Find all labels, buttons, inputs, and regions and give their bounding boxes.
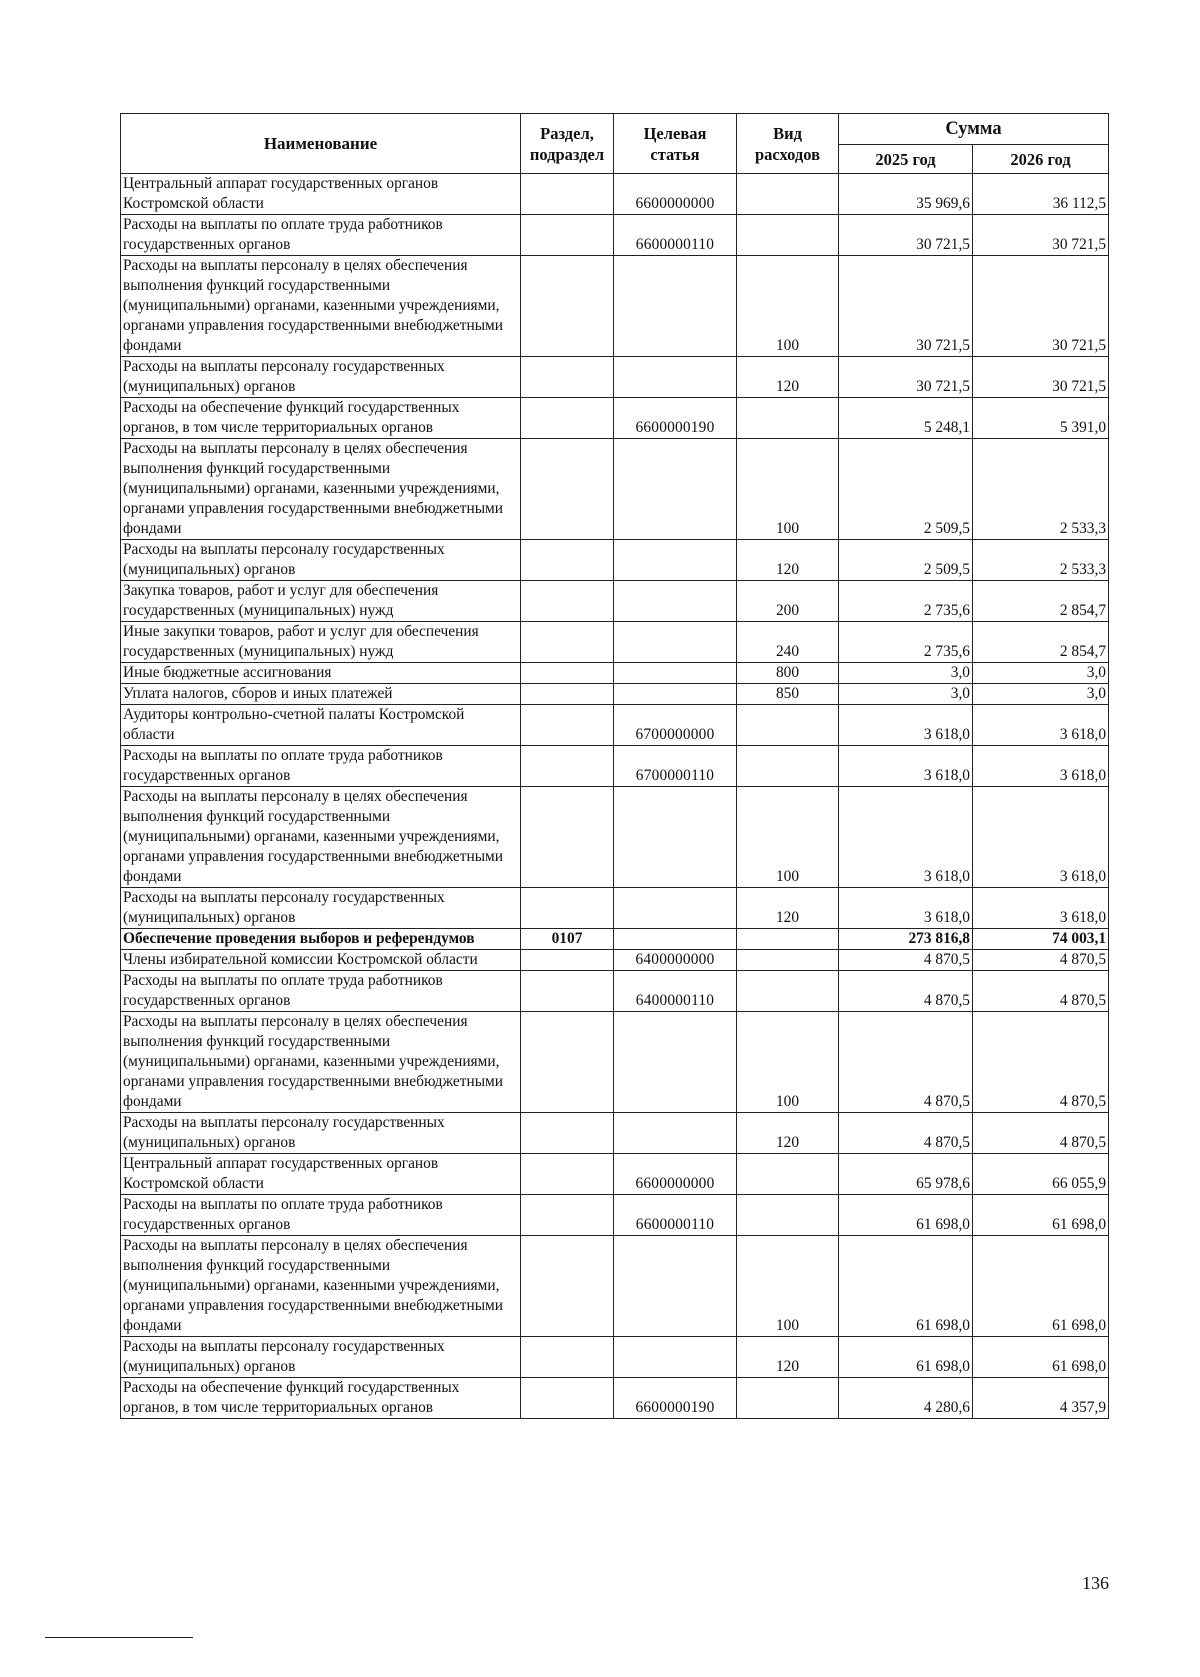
row-section-cell bbox=[521, 398, 614, 439]
budget-table bbox=[120, 113, 1109, 1419]
row-name-cell: Закупка товаров, работ и услуг для обеспечения государственных (муниципальных) нужд bbox=[121, 581, 521, 622]
table-row bbox=[121, 929, 1109, 950]
row-target-cell bbox=[614, 357, 737, 398]
row-2026-cell: 30 721,5 bbox=[973, 215, 1109, 256]
table-row bbox=[121, 1012, 1109, 1113]
row-target-cell bbox=[614, 540, 737, 581]
row-2025-cell: 3 618,0 bbox=[839, 746, 973, 787]
header-sum: Сумма bbox=[839, 114, 1109, 145]
row-target-cell: 6400000110 bbox=[614, 971, 737, 1012]
table-row bbox=[121, 1154, 1109, 1195]
row-2026-cell: 3 618,0 bbox=[973, 746, 1109, 787]
row-name-cell: Члены избирательной комиссии Костромской области bbox=[121, 950, 521, 971]
row-target-cell: 6600000110 bbox=[614, 215, 737, 256]
row-kind-cell bbox=[737, 705, 839, 746]
table-row bbox=[121, 357, 1109, 398]
table-row bbox=[121, 1337, 1109, 1378]
table-row bbox=[121, 1195, 1109, 1236]
row-2026-cell: 36 112,5 bbox=[973, 174, 1109, 215]
row-target-cell: 6600000190 bbox=[614, 398, 737, 439]
table-row bbox=[121, 684, 1109, 705]
row-section-cell bbox=[521, 950, 614, 971]
row-2026-cell: 2 854,7 bbox=[973, 622, 1109, 663]
row-section-cell bbox=[521, 1236, 614, 1337]
row-section-cell bbox=[521, 787, 614, 888]
row-name-cell: Расходы на выплаты персоналу государственных (муниципальных) органов bbox=[121, 1113, 521, 1154]
row-name-cell: Расходы на выплаты персоналу в целях обеспечения выполнения функций государственными (муниципальными) органами, казенными учреждениями, органами управления государственными внебюджетными фондами bbox=[121, 787, 521, 888]
row-2025-cell: 5 248,1 bbox=[839, 398, 973, 439]
row-target-cell bbox=[614, 1236, 737, 1337]
header-kind bbox=[737, 114, 839, 174]
table-row bbox=[121, 787, 1109, 888]
row-target-cell bbox=[614, 439, 737, 540]
row-name-cell: Обеспечение проведения выборов и референдумов bbox=[121, 929, 521, 950]
row-target-cell bbox=[614, 622, 737, 663]
row-name-cell: Расходы на выплаты персоналу государственных (муниципальных) органов bbox=[121, 1337, 521, 1378]
row-kind-cell bbox=[737, 1378, 839, 1419]
row-kind-cell bbox=[737, 929, 839, 950]
row-name-cell: Расходы на выплаты по оплате труда работников государственных органов bbox=[121, 746, 521, 787]
row-2025-cell: 4 870,5 bbox=[839, 1113, 973, 1154]
row-2026-cell: 61 698,0 bbox=[973, 1195, 1109, 1236]
row-name-cell: Центральный аппарат государственных органов Костромской области bbox=[121, 174, 521, 215]
row-2025-cell: 4 870,5 bbox=[839, 971, 973, 1012]
row-kind-cell: 120 bbox=[737, 1337, 839, 1378]
row-kind-cell bbox=[737, 1195, 839, 1236]
row-2025-cell: 65 978,6 bbox=[839, 1154, 973, 1195]
row-target-cell bbox=[614, 787, 737, 888]
row-2026-cell: 4 870,5 bbox=[973, 1113, 1109, 1154]
row-2025-cell: 2 735,6 bbox=[839, 581, 973, 622]
table-row bbox=[121, 215, 1109, 256]
row-2026-cell: 2 854,7 bbox=[973, 581, 1109, 622]
row-name-cell: Уплата налогов, сборов и иных платежей bbox=[121, 684, 521, 705]
table-row bbox=[121, 174, 1109, 215]
row-name-cell: Расходы на обеспечение функций государственных органов, в том числе территориальных органов bbox=[121, 1378, 521, 1419]
row-name-cell: Расходы на выплаты персоналу государственных (муниципальных) органов bbox=[121, 357, 521, 398]
header-section-line2: подраздел bbox=[529, 144, 605, 164]
header-kind-line1: Вид bbox=[773, 123, 802, 143]
row-2026-cell: 3,0 bbox=[973, 663, 1109, 684]
row-section-cell bbox=[521, 540, 614, 581]
row-2025-cell: 4 280,6 bbox=[839, 1378, 973, 1419]
row-name-cell: Расходы на выплаты по оплате труда работников государственных органов bbox=[121, 971, 521, 1012]
table-row bbox=[121, 439, 1109, 540]
row-kind-cell bbox=[737, 746, 839, 787]
row-target-cell bbox=[614, 888, 737, 929]
row-2026-cell: 30 721,5 bbox=[973, 256, 1109, 357]
row-2025-cell: 3 618,0 bbox=[839, 888, 973, 929]
row-2026-cell: 66 055,9 bbox=[973, 1154, 1109, 1195]
row-2025-cell: 4 870,5 bbox=[839, 1012, 973, 1113]
row-kind-cell bbox=[737, 971, 839, 1012]
row-name-cell: Расходы на обеспечение функций государственных органов, в том числе территориальных органов bbox=[121, 398, 521, 439]
row-kind-cell bbox=[737, 215, 839, 256]
row-kind-cell: 120 bbox=[737, 1113, 839, 1154]
row-name-cell: Аудиторы контрольно-счетной палаты Костромской области bbox=[121, 705, 521, 746]
row-kind-cell bbox=[737, 950, 839, 971]
row-2025-cell: 3,0 bbox=[839, 663, 973, 684]
row-target-cell: 6600000000 bbox=[614, 1154, 737, 1195]
row-kind-cell: 240 bbox=[737, 622, 839, 663]
row-name-cell: Расходы на выплаты персоналу в целях обеспечения выполнения функций государственными (муниципальными) органами, казенными учреждениями, органами управления государственными внебюджетными фондами bbox=[121, 1236, 521, 1337]
row-target-cell: 6400000000 bbox=[614, 950, 737, 971]
table-row bbox=[121, 888, 1109, 929]
row-kind-cell: 100 bbox=[737, 439, 839, 540]
row-section-cell bbox=[521, 1154, 614, 1195]
row-target-cell bbox=[614, 1113, 737, 1154]
table-row bbox=[121, 1378, 1109, 1419]
row-kind-cell: 100 bbox=[737, 256, 839, 357]
row-2026-cell: 3,0 bbox=[973, 684, 1109, 705]
row-2026-cell: 4 870,5 bbox=[973, 1012, 1109, 1113]
row-kind-cell: 850 bbox=[737, 684, 839, 705]
row-name-cell: Расходы на выплаты по оплате труда работников государственных органов bbox=[121, 1195, 521, 1236]
row-2025-cell: 35 969,6 bbox=[839, 174, 973, 215]
row-2026-cell: 3 618,0 bbox=[973, 787, 1109, 888]
row-name-cell: Расходы на выплаты персоналу в целях обеспечения выполнения функций государственными (муниципальными) органами, казенными учреждениями, органами управления государственными внебюджетными фондами bbox=[121, 256, 521, 357]
header-year-2025: 2025 год bbox=[839, 145, 973, 174]
row-2026-cell: 3 618,0 bbox=[973, 888, 1109, 929]
row-section-cell bbox=[521, 684, 614, 705]
row-kind-cell: 100 bbox=[737, 1012, 839, 1113]
row-2025-cell: 61 698,0 bbox=[839, 1236, 973, 1337]
row-section-cell bbox=[521, 581, 614, 622]
row-kind-cell bbox=[737, 174, 839, 215]
row-target-cell: 6600000190 bbox=[614, 1378, 737, 1419]
row-section-cell bbox=[521, 1337, 614, 1378]
row-section-cell bbox=[521, 174, 614, 215]
header-target-line2: статья bbox=[650, 144, 700, 164]
table-row bbox=[121, 256, 1109, 357]
row-name-cell: Иные бюджетные ассигнования bbox=[121, 663, 521, 684]
table-row bbox=[121, 1113, 1109, 1154]
row-2026-cell: 74 003,1 bbox=[973, 929, 1109, 950]
table-header bbox=[121, 114, 1109, 174]
table-row bbox=[121, 950, 1109, 971]
row-section-cell: 0107 bbox=[521, 929, 614, 950]
row-target-cell bbox=[614, 256, 737, 357]
row-2026-cell: 2 533,3 bbox=[973, 540, 1109, 581]
table-row bbox=[121, 1236, 1109, 1337]
row-section-cell bbox=[521, 888, 614, 929]
row-name-cell: Иные закупки товаров, работ и услуг для обеспечения государственных (муниципальных) нужд bbox=[121, 622, 521, 663]
row-kind-cell bbox=[737, 1154, 839, 1195]
row-section-cell bbox=[521, 1012, 614, 1113]
row-kind-cell: 120 bbox=[737, 540, 839, 581]
row-section-cell bbox=[521, 357, 614, 398]
row-name-cell: Расходы на выплаты персоналу в целях обеспечения выполнения функций государственными (муниципальными) органами, казенными учреждениями, органами управления государственными внебюджетными фондами bbox=[121, 439, 521, 540]
row-section-cell bbox=[521, 1113, 614, 1154]
row-section-cell bbox=[521, 215, 614, 256]
header-year-2026: 2026 год bbox=[973, 145, 1109, 174]
row-kind-cell: 200 bbox=[737, 581, 839, 622]
row-section-cell bbox=[521, 1378, 614, 1419]
row-section-cell bbox=[521, 663, 614, 684]
row-2025-cell: 30 721,5 bbox=[839, 215, 973, 256]
row-2025-cell: 2 509,5 bbox=[839, 540, 973, 581]
row-2026-cell: 61 698,0 bbox=[973, 1337, 1109, 1378]
row-name-cell: Расходы на выплаты персоналу государственных (муниципальных) органов bbox=[121, 888, 521, 929]
header-section-line1: Раздел, bbox=[540, 123, 594, 143]
row-kind-cell: 120 bbox=[737, 357, 839, 398]
row-2025-cell: 30 721,5 bbox=[839, 256, 973, 357]
row-2025-cell: 3,0 bbox=[839, 684, 973, 705]
table-row bbox=[121, 398, 1109, 439]
row-2025-cell: 30 721,5 bbox=[839, 357, 973, 398]
row-target-cell: 6700000000 bbox=[614, 705, 737, 746]
row-target-cell bbox=[614, 929, 737, 950]
row-2025-cell: 61 698,0 bbox=[839, 1195, 973, 1236]
row-section-cell bbox=[521, 746, 614, 787]
table-row bbox=[121, 622, 1109, 663]
row-target-cell: 6700000110 bbox=[614, 746, 737, 787]
row-2026-cell: 4 870,5 bbox=[973, 950, 1109, 971]
row-section-cell bbox=[521, 256, 614, 357]
row-name-cell: Расходы на выплаты по оплате труда работников государственных органов bbox=[121, 215, 521, 256]
row-section-cell bbox=[521, 1195, 614, 1236]
row-section-cell bbox=[521, 439, 614, 540]
row-kind-cell bbox=[737, 398, 839, 439]
row-section-cell bbox=[521, 971, 614, 1012]
row-target-cell bbox=[614, 684, 737, 705]
row-kind-cell: 800 bbox=[737, 663, 839, 684]
row-name-cell: Расходы на выплаты персоналу в целях обеспечения выполнения функций государственными (муниципальными) органами, казенными учреждениями, органами управления государственными внебюджетными фондами bbox=[121, 1012, 521, 1113]
footnote-rule bbox=[45, 1637, 193, 1638]
row-2026-cell: 4 870,5 bbox=[973, 971, 1109, 1012]
header-kind-line2: расходов bbox=[754, 144, 821, 164]
row-kind-cell: 100 bbox=[737, 1236, 839, 1337]
row-2026-cell: 61 698,0 bbox=[973, 1236, 1109, 1337]
row-2025-cell: 4 870,5 bbox=[839, 950, 973, 971]
row-target-cell bbox=[614, 1012, 737, 1113]
row-target-cell bbox=[614, 1337, 737, 1378]
row-target-cell bbox=[614, 663, 737, 684]
row-2026-cell: 4 357,9 bbox=[973, 1378, 1109, 1419]
row-2025-cell: 273 816,8 bbox=[839, 929, 973, 950]
row-2026-cell: 2 533,3 bbox=[973, 439, 1109, 540]
row-2025-cell: 2 509,5 bbox=[839, 439, 973, 540]
header-target-line1: Целевая bbox=[643, 123, 707, 143]
table-row bbox=[121, 971, 1109, 1012]
table-row bbox=[121, 663, 1109, 684]
row-name-cell: Расходы на выплаты персоналу государственных (муниципальных) органов bbox=[121, 540, 521, 581]
row-section-cell bbox=[521, 622, 614, 663]
row-2025-cell: 3 618,0 bbox=[839, 705, 973, 746]
table-row bbox=[121, 705, 1109, 746]
row-2025-cell: 3 618,0 bbox=[839, 787, 973, 888]
header-target bbox=[614, 114, 737, 174]
row-kind-cell: 100 bbox=[737, 787, 839, 888]
row-2026-cell: 30 721,5 bbox=[973, 357, 1109, 398]
row-2025-cell: 2 735,6 bbox=[839, 622, 973, 663]
page-number: 136 bbox=[1082, 1573, 1109, 1593]
row-target-cell bbox=[614, 581, 737, 622]
row-2025-cell: 61 698,0 bbox=[839, 1337, 973, 1378]
row-target-cell: 6600000110 bbox=[614, 1195, 737, 1236]
row-2026-cell: 5 391,0 bbox=[973, 398, 1109, 439]
header-section bbox=[521, 114, 614, 174]
row-2026-cell: 3 618,0 bbox=[973, 705, 1109, 746]
table-row bbox=[121, 581, 1109, 622]
table-body bbox=[121, 174, 1109, 1419]
table-row bbox=[121, 746, 1109, 787]
row-target-cell: 6600000000 bbox=[614, 174, 737, 215]
row-name-cell: Центральный аппарат государственных органов Костромской области bbox=[121, 1154, 521, 1195]
table-row bbox=[121, 540, 1109, 581]
row-section-cell bbox=[521, 705, 614, 746]
row-kind-cell: 120 bbox=[737, 888, 839, 929]
header-name: Наименование bbox=[121, 114, 521, 174]
